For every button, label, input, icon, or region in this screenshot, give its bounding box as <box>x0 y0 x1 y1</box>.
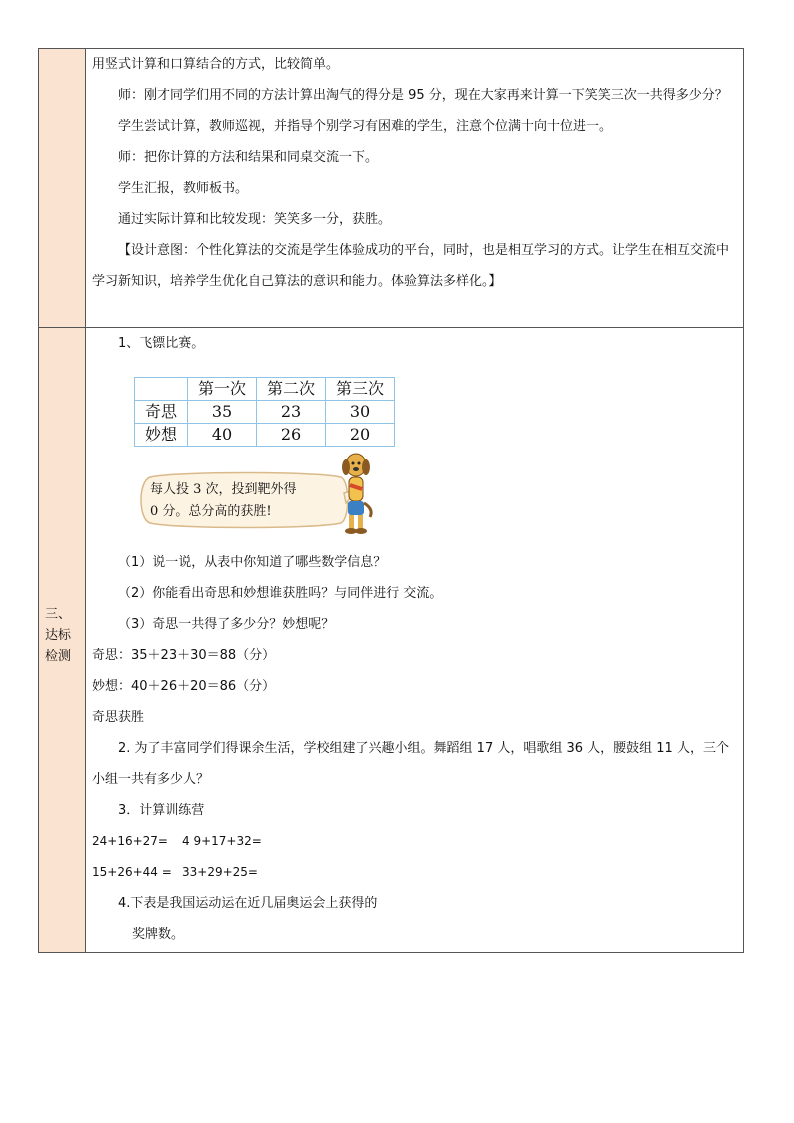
text-line: 师：把你计算的方法和结果和同桌交流一下。 <box>118 150 379 165</box>
calc-item: 15+26+44 = <box>92 865 172 879</box>
side-cell-assessment <box>39 328 86 953</box>
section-label <box>39 328 85 667</box>
table-row <box>135 401 395 424</box>
calc-item: 24+16+27= <box>92 834 168 848</box>
row-process <box>39 49 744 328</box>
text-line: 通过实际计算和比较发现：笑笑多一分，获胜。 <box>118 212 392 227</box>
text-line: 学生尝试计算，教师巡视，并指导个别学习有困难的学生，注意个位满十向十位进一。 <box>118 119 613 134</box>
cartoon-dog-icon <box>336 451 376 537</box>
question-2: 2. 为了丰富同学们得课余生活，学校组建了兴趣小组。舞蹈组 17 人，唱歌组 36 人，腰鼓组 11 人，三个小组一共有多少人？ <box>92 741 729 787</box>
table-cell: 26 <box>257 424 326 447</box>
text-line: 学生汇报，教师板书。 <box>118 181 249 196</box>
lesson-table <box>38 48 744 953</box>
dog-speech-illustration <box>134 451 737 547</box>
table-header-cell: 第二次 <box>257 378 326 401</box>
table-row <box>135 424 395 447</box>
calc-row <box>92 857 737 888</box>
bubble-line: 每人投 3 次，投到靶外得 <box>150 482 297 497</box>
calc-item: 4 9+17+32= <box>182 834 262 848</box>
section-label-line: 检测 <box>45 649 72 664</box>
table-header-row <box>135 378 395 401</box>
answer-qisi: 奇思：35＋23＋30＝88（分） <box>92 648 276 663</box>
question-4-line: 4.下表是我国运动运在近几届奥运会上获得的 <box>118 896 378 911</box>
question-1-title: 1、飞镖比赛。 <box>118 336 205 351</box>
design-intent: 【设计意图：个性化算法的交流是学生体验成功的平台，同时，也是相互学习的方式。让学生在相互交流中学习新知识，培养学生优化自己算法的意识和能力。体验算法多样化。】 <box>92 243 730 289</box>
table-cell: 23 <box>257 401 326 424</box>
table-header-cell: 第三次 <box>326 378 395 401</box>
table-cell: 40 <box>188 424 257 447</box>
table-header-cell <box>135 378 188 401</box>
table-row-name: 妙想 <box>135 424 188 447</box>
table-header-cell: 第一次 <box>188 378 257 401</box>
answer-winner: 奇思获胜 <box>92 710 145 725</box>
question-4-line: 奖牌数。 <box>132 927 185 942</box>
main-cell-assessment <box>86 328 744 953</box>
speech-bubble-text <box>150 479 350 523</box>
main-cell-process <box>86 49 744 328</box>
answer-miaoxiang: 妙想：40＋26＋20＝86（分） <box>92 679 276 694</box>
question-1-part-2: （2）你能看出奇思和妙想谁获胜吗？与同伴进行 交流。 <box>118 586 443 601</box>
row-assessment <box>39 328 744 953</box>
question-3-title: 3．计算训练营 <box>118 803 205 818</box>
section-label-line: 达标 <box>45 628 72 643</box>
side-cell-empty <box>39 49 86 328</box>
table-cell: 30 <box>326 401 395 424</box>
bubble-line: 0 分。总分高的获胜! <box>150 504 272 519</box>
table-cell: 35 <box>188 401 257 424</box>
table-row-name: 奇思 <box>135 401 188 424</box>
table-cell: 20 <box>326 424 395 447</box>
text-line: 师：刚才同学们用不同的方法计算出淘气的得分是 95 分，现在大家再来计算一下笑笑三次一共得多少分？ <box>118 88 728 103</box>
calc-row <box>92 826 737 857</box>
question-1-part-1: （1）说一说，从表中你知道了哪些数学信息？ <box>118 555 387 570</box>
calc-item: 33+29+25= <box>182 865 258 879</box>
dart-score-table <box>134 377 395 447</box>
text-line: 用竖式计算和口算结合的方式，比较简单。 <box>92 57 340 72</box>
section-label-line: 三、 <box>45 607 72 622</box>
question-1-part-3: （3）奇思一共得了多少分？妙想呢？ <box>118 617 335 632</box>
